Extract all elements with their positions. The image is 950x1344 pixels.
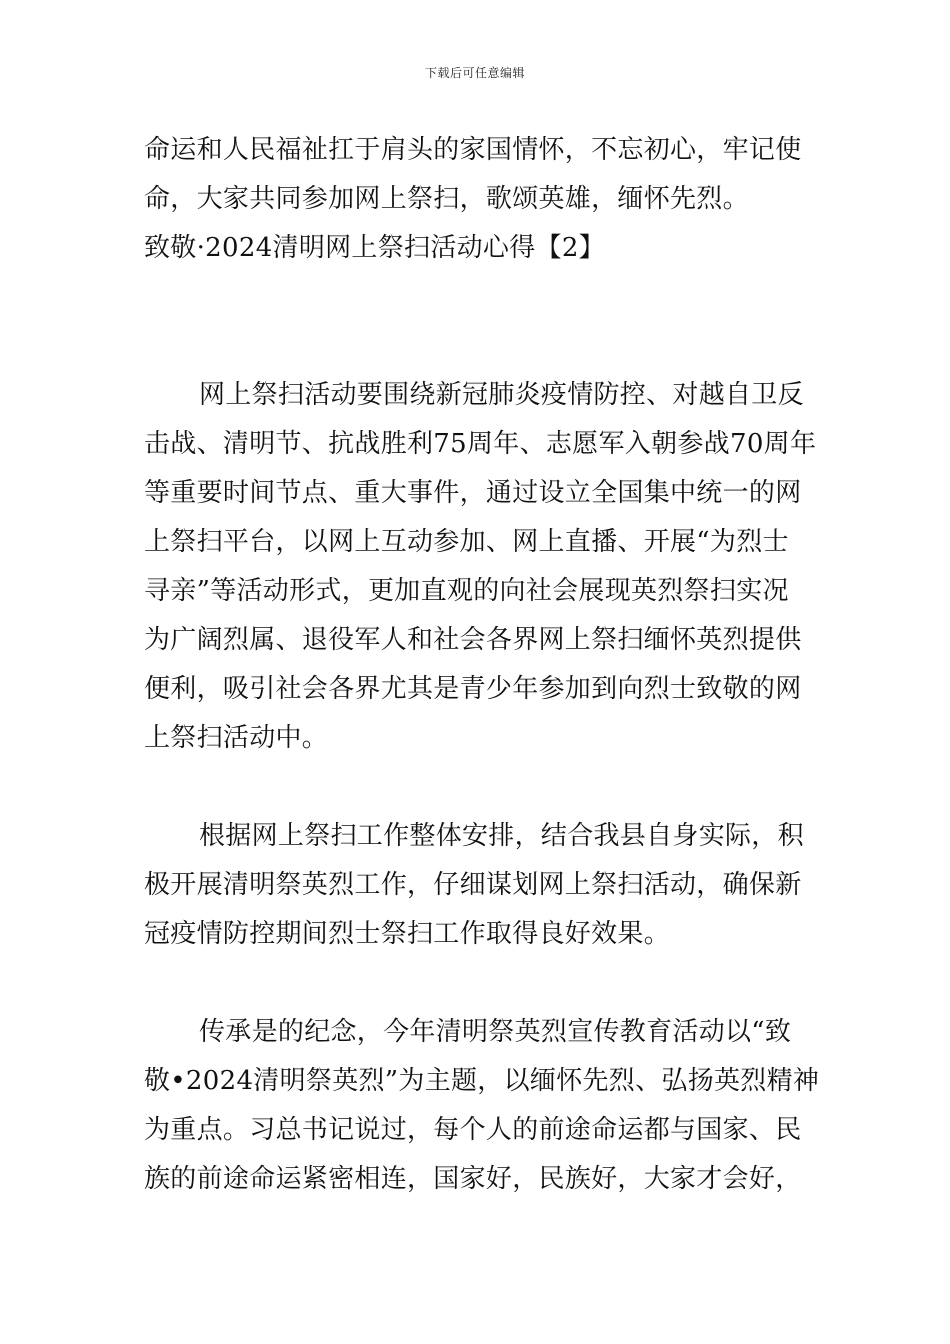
spacer — [144, 763, 806, 812]
paragraph-2 — [144, 812, 806, 959]
page-header: 下载后可任意编辑 — [424, 66, 525, 80]
paragraph-1 — [144, 371, 817, 763]
paragraph-line: 便利，吸引社会各界尤其是青少年参加到向烈士致敬的网 — [144, 674, 802, 704]
paragraph-line: 根据网上祭扫工作整体安排，结合我县自身实际，积 — [199, 821, 804, 851]
section-title: 致敬·2024清明网上祭扫活动心得【2】 — [144, 233, 605, 263]
document-body — [144, 126, 820, 1204]
spacer — [144, 273, 806, 371]
intro-line: 命运和人民福祉扛于肩头的家国情怀，不忘初心，牢记使 — [144, 135, 802, 165]
paragraph-line: 敬•2024清明祭英烈”为主题，以缅怀先烈、弘扬英烈精神 — [144, 1066, 820, 1096]
paragraph-line: 上祭扫活动中。 — [144, 723, 329, 753]
paragraph-line: 为重点。习总书记说过，每个人的前途命运都与国家、民 — [144, 1115, 802, 1145]
paragraph-line: 极开展清明祭英烈工作，仔细谋划网上祭扫活动，确保新 — [144, 870, 802, 900]
paragraph-line: 寻亲”等活动形式，更加直观的向社会展现英烈祭扫实况 — [144, 576, 789, 606]
paragraph-line: 传承是的纪念，今年清明祭英烈宣传教育活动以“致 — [199, 1017, 792, 1047]
intro-line: 命，大家共同参加网上祭扫，歌颂英雄，缅怀先烈。 — [144, 184, 749, 214]
paragraph-line: 上祭扫平台，以网上互动参加、网上直播、开展“为烈士 — [144, 527, 789, 557]
paragraph-line: 为广阔烈属、退役军人和社会各界网上祭扫缅怀英烈提供 — [144, 625, 802, 655]
paragraph-line: 冠疫情防控期间烈士祭扫工作取得良好效果。 — [144, 919, 671, 949]
paragraph-line: 网上祭扫活动要围绕新冠肺炎疫情防控、对越自卫反 — [199, 380, 804, 410]
paragraph-line: 等重要时间节点、重大事件，通过设立全国集中统一的网 — [144, 478, 802, 508]
paragraph-line: 族的前途命运紧密相连，国家好，民族好，大家才会好， — [144, 1164, 802, 1194]
paragraph-3 — [144, 1008, 820, 1204]
paragraph-line: 击战、清明节、抗战胜利75周年、志愿军入朝参战70周年 — [144, 429, 817, 459]
spacer — [144, 959, 806, 1008]
